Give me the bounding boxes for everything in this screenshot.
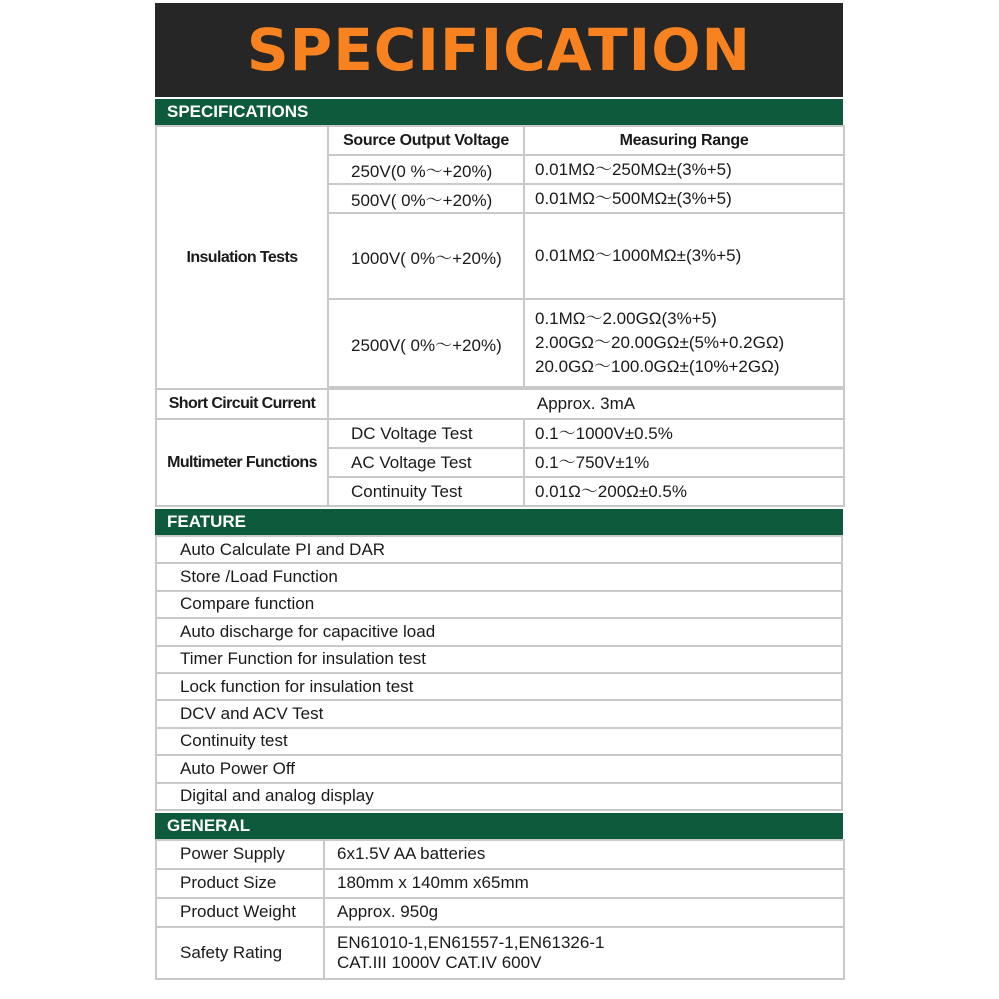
feature-item: Store /Load Function — [156, 563, 842, 590]
feature-item: Auto discharge for capacitive load — [156, 618, 842, 645]
range-cell: 0.01MΩ～500MΩ±(3%+5) — [524, 184, 844, 213]
feature-item: Auto Power Off — [156, 755, 842, 782]
function-cell: DC Voltage Test — [328, 419, 524, 448]
range-cell: 0.01Ω～200Ω±0.5% — [524, 477, 844, 506]
insulation-tests-label: Insulation Tests — [156, 126, 328, 389]
title-banner — [155, 3, 843, 97]
table-row — [156, 927, 844, 979]
column-header-range: Measuring Range — [524, 126, 844, 155]
general-value: 6x1.5V AA batteries — [324, 840, 844, 869]
table-row — [156, 646, 842, 673]
range-line: 2.00GΩ～20.00GΩ±(5%+0.2GΩ) — [535, 333, 785, 352]
feature-item: Digital and analog display — [156, 783, 842, 810]
table-row — [156, 869, 844, 898]
range-cell: 0.1～750V±1% — [524, 448, 844, 477]
value-line: CAT.III 1000V CAT.IV 600V — [337, 952, 542, 972]
table-row — [156, 700, 842, 727]
spec-sheet — [155, 3, 843, 980]
feature-item: Timer Function for insulation test — [156, 646, 842, 673]
table-row — [156, 536, 842, 563]
table-row — [156, 126, 844, 155]
table-row — [156, 898, 844, 927]
function-cell: AC Voltage Test — [328, 448, 524, 477]
range-cell: 0.01MΩ～250MΩ±(3%+5) — [524, 155, 844, 184]
general-key: Product Size — [156, 869, 324, 898]
voltage-cell: 1000V( 0%～+20%) — [328, 213, 524, 299]
short-circuit-label: Short Circuit Current — [156, 389, 328, 419]
general-value — [324, 927, 844, 979]
voltage-cell: 2500V( 0%～+20%) — [328, 299, 524, 387]
section-header-specifications: SPECIFICATIONS — [155, 97, 843, 125]
table-row — [156, 591, 842, 618]
section-header-general: GENERAL — [155, 811, 843, 839]
range-line: 0.1MΩ～2.00GΩ(3%+5) — [535, 309, 717, 328]
feature-item: Auto Calculate PI and DAR — [156, 536, 842, 563]
table-row — [156, 783, 842, 810]
feature-item: Lock function for insulation test — [156, 673, 842, 700]
column-header-source: Source Output Voltage — [328, 126, 524, 155]
general-value: 180mm x 140mm x65mm — [324, 869, 844, 898]
range-line: 20.0GΩ～100.0GΩ±(10%+2GΩ) — [535, 357, 780, 376]
feature-item: Continuity test — [156, 728, 842, 755]
feature-table — [155, 535, 843, 811]
voltage-cell: 250V(0 %～+20%) — [328, 155, 524, 184]
range-cell: 0.1～1000V±0.5% — [524, 419, 844, 448]
range-cell: 0.01MΩ～1000MΩ±(3%+5) — [524, 213, 844, 299]
feature-item: Compare function — [156, 591, 842, 618]
general-table — [155, 839, 845, 980]
voltage-cell: 500V( 0%～+20%) — [328, 184, 524, 213]
range-cell — [524, 299, 844, 387]
general-key: Power Supply — [156, 840, 324, 869]
table-row — [156, 755, 842, 782]
general-key: Product Weight — [156, 898, 324, 927]
function-cell: Continuity Test — [328, 477, 524, 506]
table-row — [156, 419, 844, 448]
table-row — [156, 840, 844, 869]
table-row — [156, 389, 844, 419]
feature-item: DCV and ACV Test — [156, 700, 842, 727]
table-row — [156, 563, 842, 590]
table-row — [156, 618, 842, 645]
page-title: SPECIFICATION — [246, 16, 752, 84]
specifications-table — [155, 125, 845, 507]
table-row — [156, 673, 842, 700]
general-value: Approx. 950g — [324, 898, 844, 927]
table-row — [156, 728, 842, 755]
general-key: Safety Rating — [156, 927, 324, 979]
multimeter-functions-label: Multimeter Functions — [156, 419, 328, 506]
section-header-feature: FEATURE — [155, 507, 843, 535]
short-circuit-value: Approx. 3mA — [328, 389, 844, 419]
value-line: EN61010-1,EN61557-1,EN61326-1 — [337, 932, 605, 952]
